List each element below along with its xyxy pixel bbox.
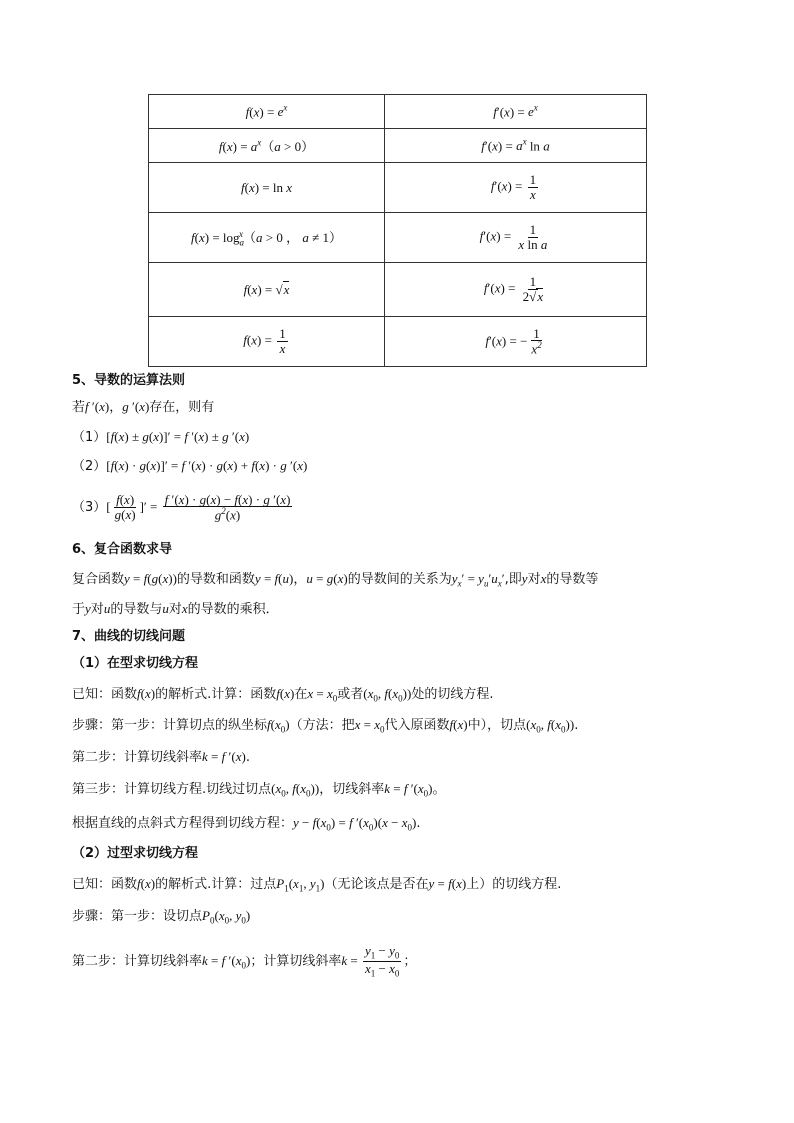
- section-5-title: 5、导数的运算法则: [72, 373, 186, 388]
- rule-1: （1）[f(x) ± g(x)]′ = f ′(x) ± g ′(x): [72, 429, 250, 445]
- subsection-1-step-2: 第二步：计算切线斜率k = f ′(x).: [72, 749, 250, 765]
- function-cell: $f(x) = \log_a^x(a > 0$ ， a ≠ 1）: [149, 213, 385, 263]
- function-cell: $f(x) = e^x$: [149, 95, 385, 129]
- derivative-cell: f′(x) = $\frac{1}{x}$: [385, 163, 647, 213]
- derivative-cell: $f'(x) = a^x$ ln a: [385, 129, 647, 163]
- rule-2: （2）[f(x) · g(x)]′ = f ′(x) · g(x) + f(x) · g ′(x): [72, 458, 308, 474]
- function-cell: f(x) = ln x: [149, 163, 385, 213]
- subsection-2-step-1: 步骤：第一步：设切点$P_0(x_0$, $y_0$): [72, 908, 251, 926]
- derivative-table: [148, 94, 647, 367]
- subsection-2-title: （2）过型求切线方程: [72, 846, 199, 861]
- table-row: [149, 129, 647, 163]
- subsection-2-step-2: 第二步：计算切线斜率k = f $'(x_0)$；计算切线斜率k = $\frac{y_1 - y_0}{x_1 - x_0}$ ；: [72, 943, 417, 979]
- subsection-1-known: 已知：函数f(x)的解析式.计算：函数f(x)在$x = x_0$或者($x_0$, $f(x_0)$)处的切线方程.: [72, 686, 494, 704]
- subsection-1-equation: 根据直线的点斜式方程得到切线方程：$y - f(x_0) = f$ $'(x_0)(x - x_0)$.: [72, 815, 421, 833]
- section-6-paragraph-line-2: 于y对u的导数与u对x的导数的乘积．: [72, 601, 279, 617]
- rule-3: （3）[ $\frac{f(x)}{g(x)}$ ]′ = $\frac{f '(x) \cdot g(x) - f(x) \cdot g '(x)}{g^2(x)}$: [72, 491, 291, 523]
- function-cell: $f(x) = a^x(a > 0)$: [149, 129, 385, 163]
- subsection-2-known: 已知：函数f(x)的解析式.计算：过点$P_1(x_1$, $y_1$)（无论该点是否在y = f(x)上）的切线方程.: [72, 876, 562, 894]
- derivative-cell: f′(x) = $\frac{1}{2√x}$: [385, 263, 647, 317]
- section-5-intro: 若f ′(x)，g ′(x)存在，则有: [72, 399, 215, 415]
- table-row: [149, 95, 647, 129]
- function-cell: f(x) = √x: [149, 263, 385, 317]
- section-7-title: 7、曲线的切线问题: [72, 629, 186, 644]
- table-row: [149, 213, 647, 263]
- function-cell: f(x) = $\frac{1}{x}$: [149, 317, 385, 367]
- table-row: [149, 317, 647, 367]
- subsection-1-title: （1）在型求切线方程: [72, 656, 199, 671]
- derivative-cell: f′(x) = $\frac{1}{\text{x ln a}}$: [385, 213, 647, 263]
- section-6-paragraph-line-1: 复合函数y = f(g(x))的导数和函数y = f(u)，u = g(x)的导数间的关系为$y_x' = y_u'u_x'$,即y对x的导数等: [72, 571, 599, 589]
- derivative-cell: f′(x) = − $\frac{1}{x^2}$: [385, 317, 647, 367]
- table-row: [149, 263, 647, 317]
- subsection-1-step-3: 第三步：计算切线方程.切线过切点($x_0$, $f(x_0)$)，切线斜率k = f $'(x_0)$。: [72, 781, 446, 799]
- derivative-cell: $f'(x) = e^x$: [385, 95, 647, 129]
- section-6-title: 6、复合函数求导: [72, 542, 173, 557]
- table-row: [149, 163, 647, 213]
- subsection-1-step-1: 步骤：第一步：计算切点的纵坐标$f(x_0)$（方法：把$x = x_0$代入原函数f(x)中），切点($x_0$, $f(x_0)$).: [72, 717, 579, 735]
